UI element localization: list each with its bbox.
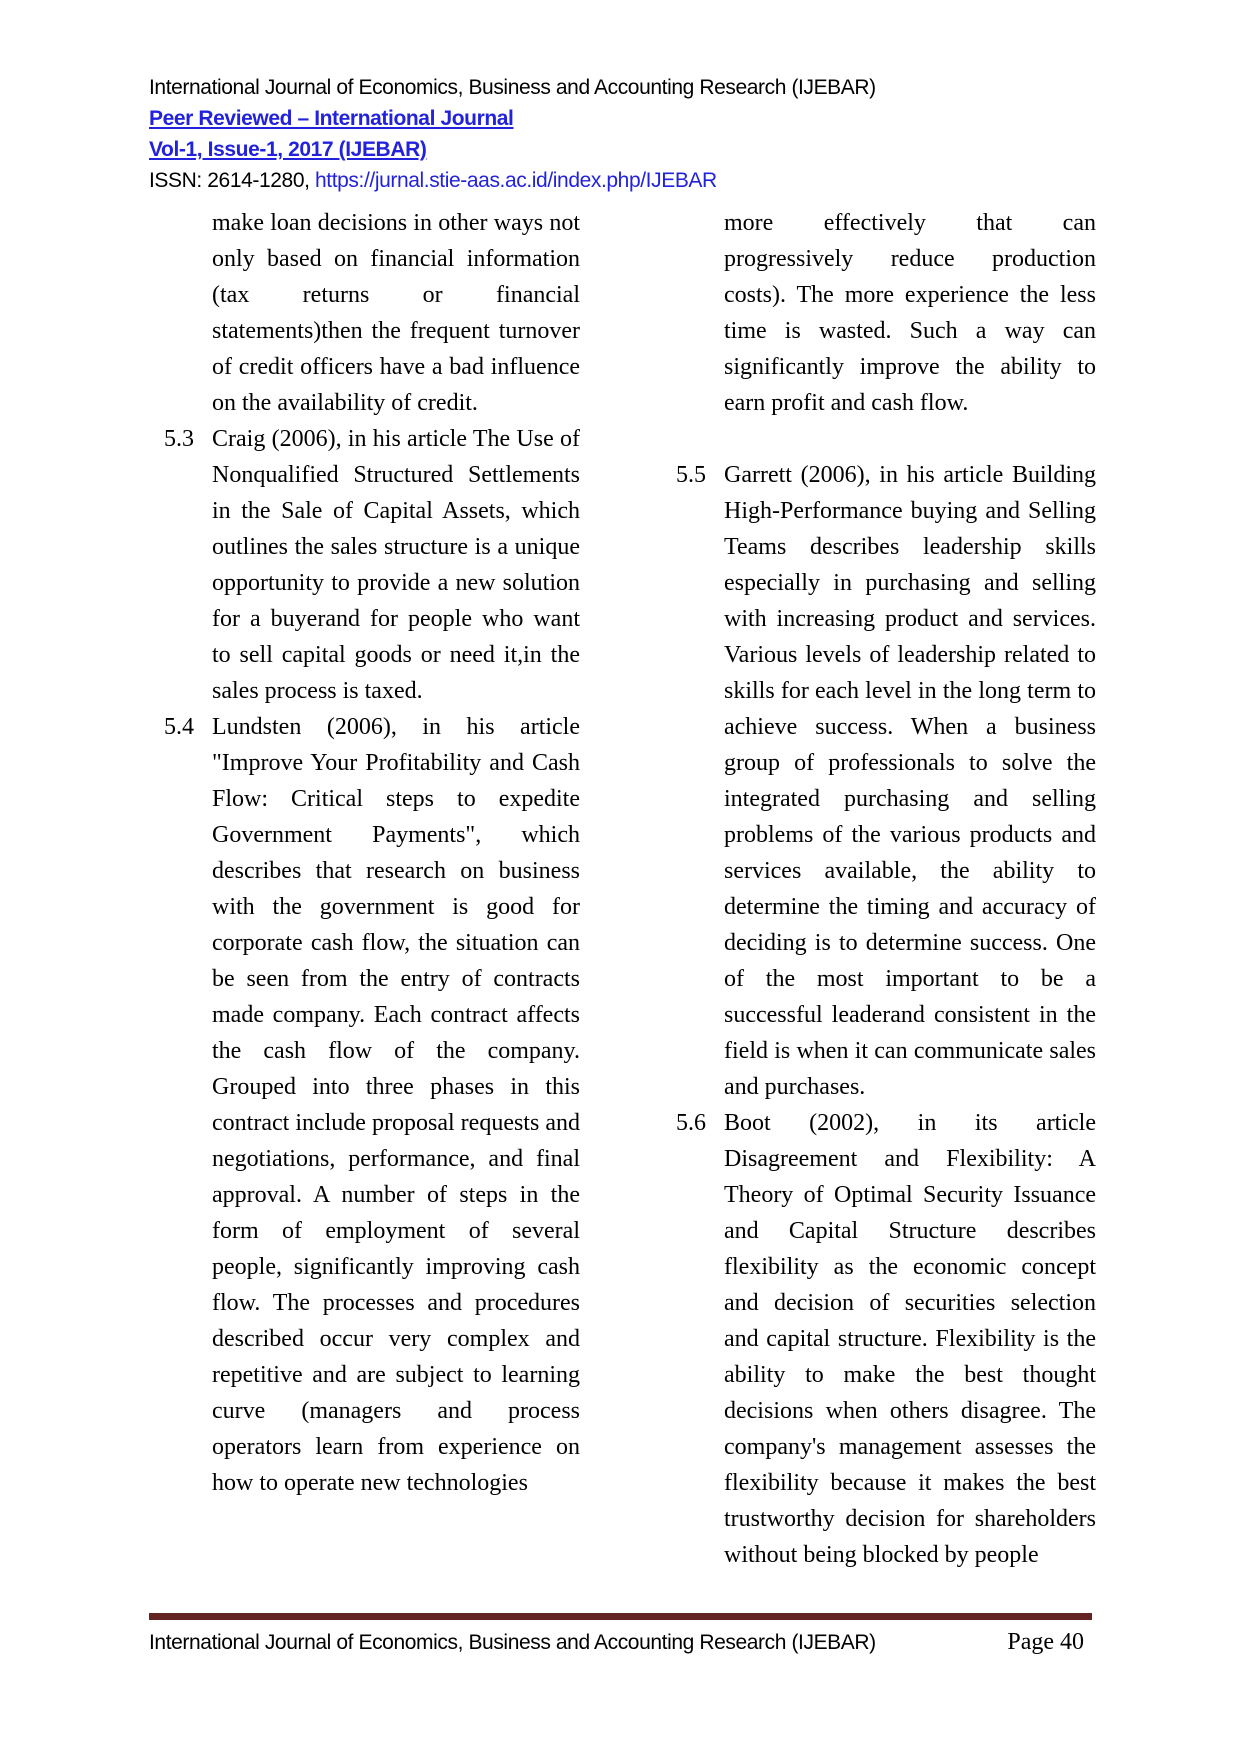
footer-row — [149, 1629, 1092, 1656]
volume-issue-link[interactable]: Vol-1, Issue-1, 2017 (IJEBAR) — [149, 138, 427, 161]
list-item-5-4 — [164, 709, 580, 1501]
list-item-5-5 — [676, 457, 1096, 1105]
paragraph-continuation: more effectively that can progressively reduce production costs). The more experience the less time is wasted. Such a way can significantly improve the ability to earn profit and cash flow. — [724, 210, 1096, 416]
item-text: Garrett (2006), in his article Building High-Performance buying and Selling Teams describes leadership skills especially in purchasing and selling with increasing product and services. Various levels of leadership related to skills for each level in the long term to achieve success. When a business group of professionals to solve the integrated purchasing and selling problems of the various products and services available, the ability to determine the timing and accuracy of deciding is to determine success. One of the most important to be a successful leaderand consistent in the field is when it can communicate sales and purchases. — [724, 462, 1096, 1100]
item-text: Craig (2006), in his article The Use of Nonqualified Structured Settlements in the Sale of Capital Assets, which outlines the sales structure is a unique opportunity to provide a new solution for a buyerand for people who want to sell capital goods or need it,in the sales process is taxed. — [212, 426, 580, 704]
footer-journal-name: International Journal of Economics, Business and Accounting Research (IJEBAR) — [149, 1631, 876, 1654]
article-body — [164, 205, 1096, 1573]
item-number: 5.6 — [676, 1110, 706, 1136]
right-column — [676, 205, 1096, 1573]
item-number: 5.3 — [164, 426, 194, 452]
issn-line — [149, 165, 1109, 196]
left-column — [164, 205, 580, 1573]
item-number: 5.4 — [164, 714, 194, 740]
journal-url-link[interactable]: https://jurnal.stie-aas.ac.id/index.php/IJEBAR — [314, 169, 717, 192]
issn-label: ISSN: 2614-1280, — [149, 169, 310, 192]
list-item-5-3 — [164, 421, 580, 709]
paragraph-continuation: make loan decisions in other ways not only based on financial information (tax returns or financial statements)then the frequent turnover of credit officers have a bad influence on the availability of credit. — [212, 210, 580, 416]
page-footer — [149, 1613, 1092, 1656]
item-number: 5.5 — [676, 462, 706, 488]
item-text: Boot (2002), in its article Disagreement and Flexibility: A Theory of Optimal Security Issuance and Capital Structure describes flexibility as the economic concept and decision of securities selection and capital structure. Flexibility is the ability to make the best thought decisions when others disagree. The company's management assesses the flexibility because it makes the best trustworthy decision for shareholders without being blocked by people — [724, 1110, 1096, 1568]
item-text: Lundsten (2006), in his article "Improve Your Profitability and Cash Flow: Critical steps to expedite Government Payments", which describes that research on business with the government is good for corporate cash flow, the situation can be seen from the entry of contracts made company. Each contract affects the cash flow of the company. Grouped into three phases in this contract include proposal requests and negotiations, performance, and final approval. A number of steps in the form of employment of several people, significantly improving cash flow. The processes and procedures described occur very complex and repetitive and are subject to learning curve (managers and process operators learn from experience on how to operate new technologies — [212, 714, 580, 1496]
footer-rule — [149, 1613, 1092, 1620]
page-header — [149, 72, 1109, 196]
page-number: Page 40 — [1007, 1629, 1084, 1655]
list-item-5-6 — [676, 1105, 1096, 1573]
peer-reviewed-link[interactable]: Peer Reviewed – International Journal — [149, 107, 514, 130]
journal-title: International Journal of Economics, Business and Accounting Research (IJEBAR) — [149, 76, 876, 99]
